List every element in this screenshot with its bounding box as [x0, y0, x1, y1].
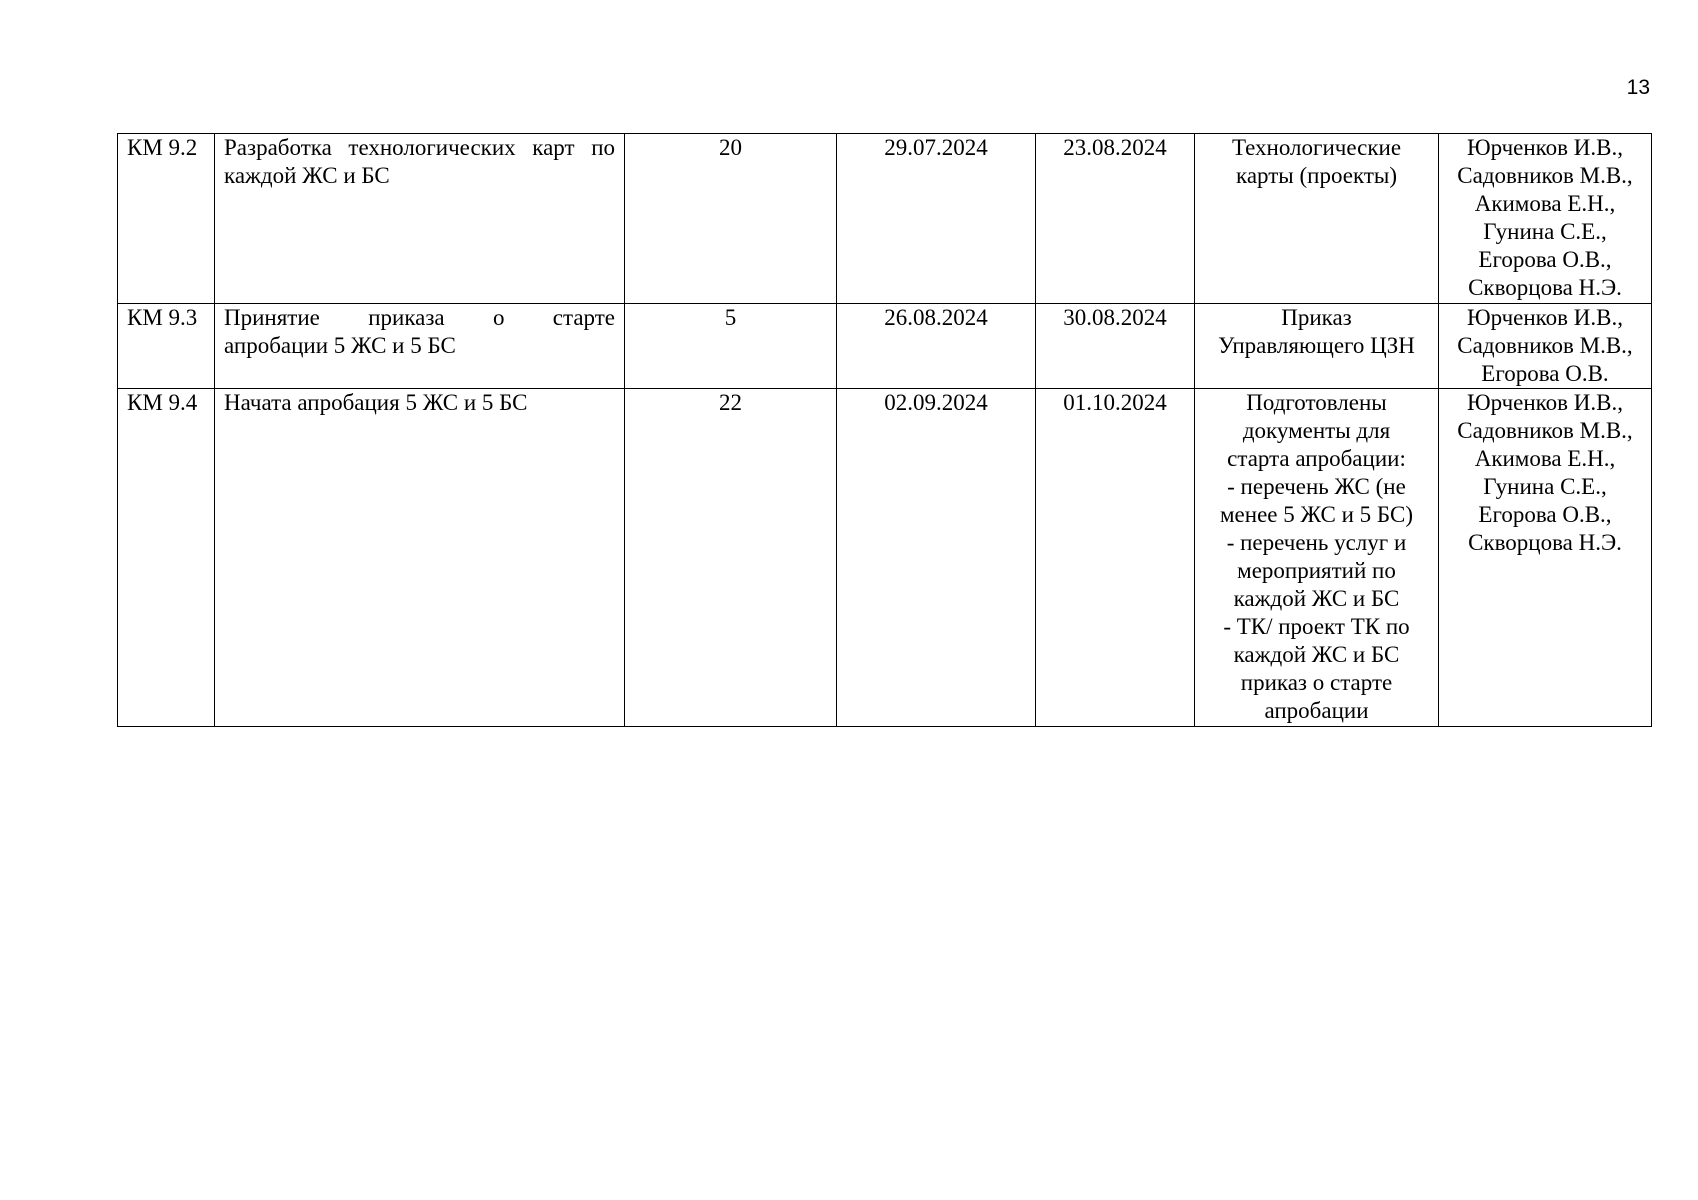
table-row [118, 389, 1652, 727]
milestone-name-line: Начата апробация 5 ЖС и 5 БС [224, 390, 528, 415]
result-line: Приказ [1281, 305, 1352, 330]
responsible-person: Егорова О.В., [1478, 247, 1612, 272]
result-line: Подготовлены [1246, 390, 1387, 415]
milestone-name-line: апробации 5 ЖС и 5 БС [224, 333, 456, 358]
milestone-name-line: Принятие приказа о старте [224, 305, 615, 330]
end-date-cell [1036, 389, 1195, 727]
result-cell [1195, 389, 1439, 727]
milestone-code: КМ 9.3 [127, 305, 198, 330]
milestone-code-cell [118, 389, 215, 727]
milestone-name-line: каждой ЖС и БС [224, 163, 390, 188]
result-line: каждой ЖС и БС [1233, 586, 1400, 611]
result-line: документы для [1242, 418, 1391, 443]
table-row [118, 304, 1652, 389]
milestone-code: КМ 9.2 [127, 135, 198, 160]
page-number: 13 [1626, 76, 1650, 99]
end-date-cell [1036, 304, 1195, 389]
start-date: 26.08.2024 [884, 305, 988, 330]
result-cell [1195, 304, 1439, 389]
plan-table-body [118, 134, 1652, 727]
responsible-person: Гунина С.Е., [1483, 219, 1607, 244]
start-date: 29.07.2024 [884, 135, 988, 160]
responsible-person: Юрченков И.В., [1467, 390, 1623, 415]
table-row [118, 134, 1652, 304]
result-cell [1195, 134, 1439, 304]
start-date-cell [837, 304, 1036, 389]
end-date: 30.08.2024 [1063, 305, 1167, 330]
duration-cell [625, 389, 837, 727]
responsible-person: Садовников М.В., [1457, 418, 1633, 443]
result-line: приказ о старте [1240, 670, 1393, 695]
result-line: апробации [1264, 698, 1369, 723]
responsible-cell [1439, 304, 1652, 389]
responsible-person: Садовников М.В., [1457, 333, 1633, 358]
milestone-name-cell [215, 304, 625, 389]
result-line: каждой ЖС и БС [1233, 642, 1400, 667]
result-line: карты (проекты) [1236, 163, 1397, 188]
result-line: менее 5 ЖС и 5 БС) [1220, 502, 1413, 527]
duration-days: 22 [719, 390, 742, 415]
responsible-person: Юрченков И.В., [1467, 135, 1623, 160]
responsible-cell [1439, 134, 1652, 304]
start-date-cell [837, 134, 1036, 304]
result-line: Технологические [1231, 135, 1402, 160]
responsible-cell [1439, 389, 1652, 727]
responsible-person: Егорова О.В., [1478, 502, 1612, 527]
milestone-code: КМ 9.4 [127, 390, 198, 415]
responsible-person: Скворцова Н.Э. [1468, 530, 1622, 555]
milestone-name-cell [215, 134, 625, 304]
milestone-name-line: Разработка технологических карт по [224, 135, 615, 160]
duration-days: 5 [724, 305, 737, 330]
responsible-person: Садовников М.В., [1457, 163, 1633, 188]
result-line: - ТК/ проект ТК по [1223, 614, 1410, 639]
plan-table [117, 133, 1652, 727]
responsible-person: Скворцова Н.Э. [1468, 275, 1622, 300]
start-date-cell [837, 389, 1036, 727]
responsible-person: Акимова Е.Н., [1474, 191, 1616, 216]
milestone-code-cell [118, 134, 215, 304]
responsible-person: Егорова О.В. [1481, 361, 1609, 386]
duration-cell [625, 134, 837, 304]
end-date: 23.08.2024 [1063, 135, 1167, 160]
responsible-person: Гунина С.Е., [1483, 474, 1607, 499]
result-line: мероприятий по [1237, 558, 1396, 583]
end-date-cell [1036, 134, 1195, 304]
end-date: 01.10.2024 [1063, 390, 1167, 415]
result-line: Управляющего ЦЗН [1218, 333, 1415, 358]
result-line: старта апробации: [1227, 446, 1406, 471]
responsible-person: Акимова Е.Н., [1474, 446, 1616, 471]
result-line: - перечень услуг и [1226, 530, 1407, 555]
start-date: 02.09.2024 [884, 390, 988, 415]
duration-cell [625, 304, 837, 389]
duration-days: 20 [719, 135, 742, 160]
milestone-name-cell [215, 389, 625, 727]
result-line: - перечень ЖС (не [1227, 474, 1406, 499]
milestone-code-cell [118, 304, 215, 389]
responsible-person: Юрченков И.В., [1467, 305, 1623, 330]
